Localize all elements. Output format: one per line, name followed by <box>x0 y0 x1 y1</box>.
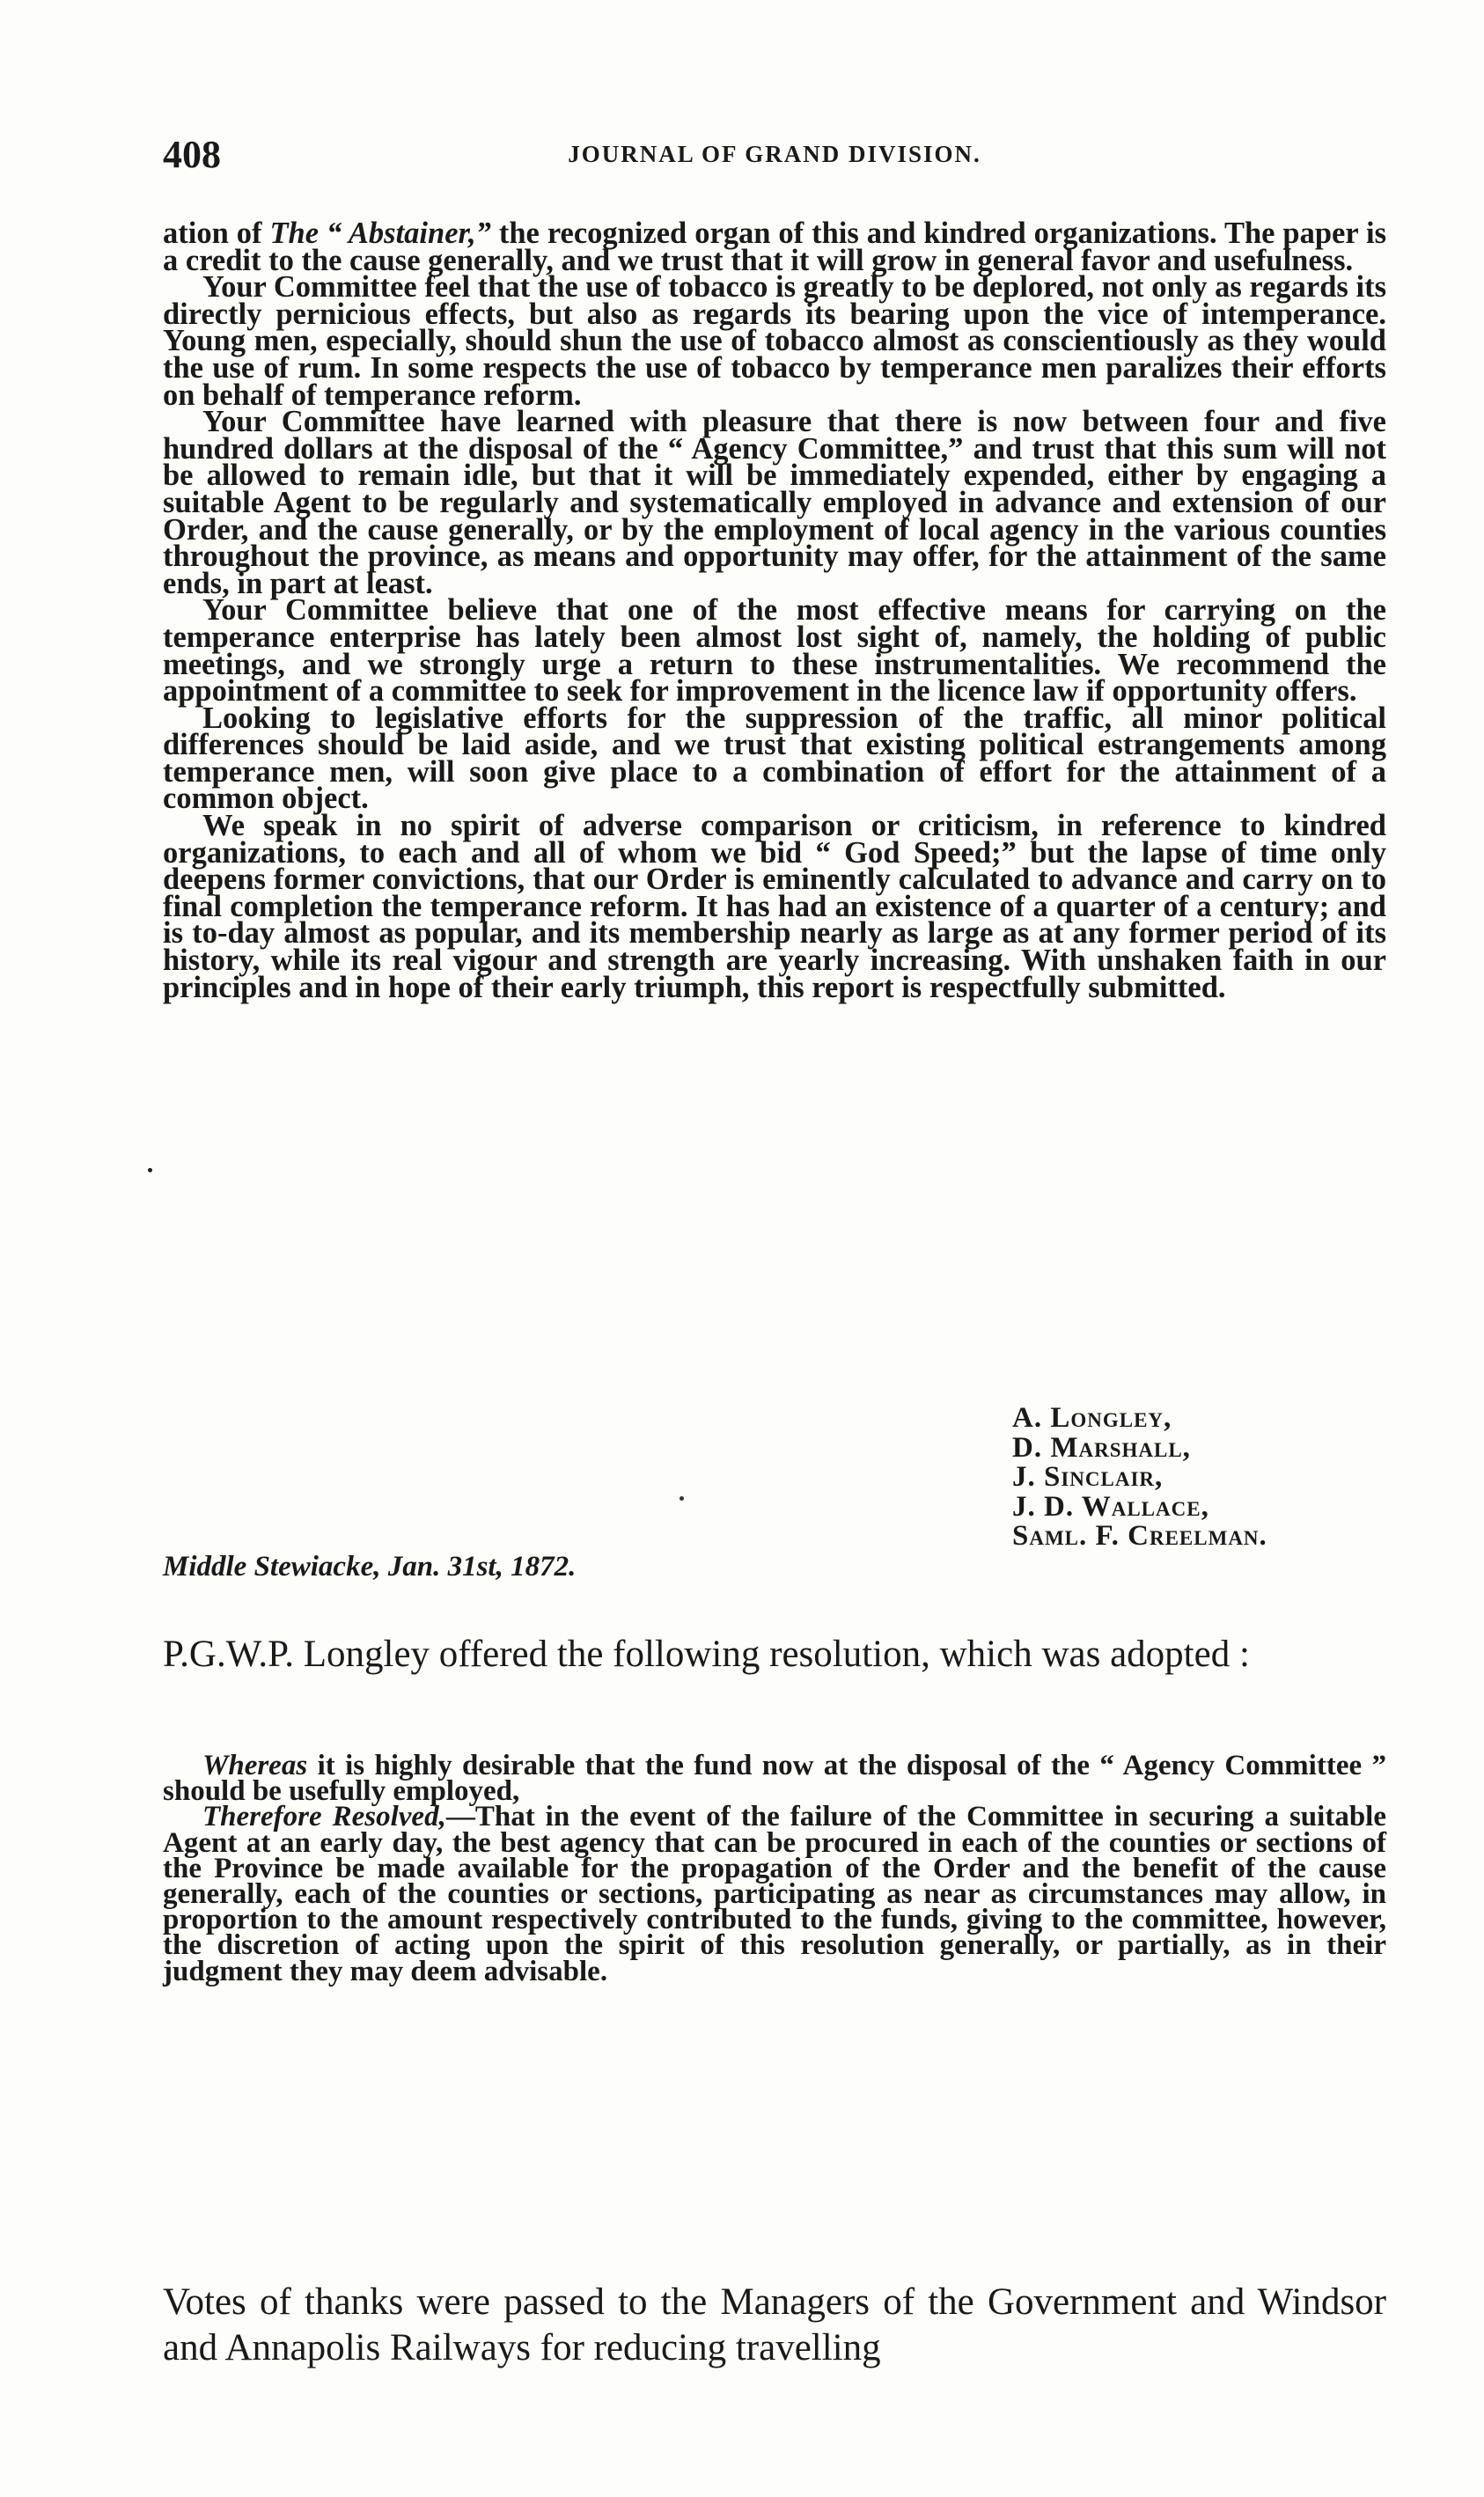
signature-block <box>1012 1404 1400 1552</box>
page-number: 408 <box>163 133 221 176</box>
dateline: Middle Stewiacke, Jan. 31st, 1872. <box>163 1551 577 1583</box>
whereas-clause <box>163 1750 1386 1808</box>
resolution <box>163 1750 1386 1987</box>
report-paragraph-agency: Your Committee have learned with pleasure that there is now between four and five hundred dollars at the disposal of the “ Agency Committee,” and trust that this sum will not be allowed to remain idle, but that it will be immediately expended, either by engaging a suitable Agent to be regularly and systematically employed in advance and extension of our Order, and the cause generally, or by the employment of local agency in the various counties throughout the province, as means and opportunity may offer, for the attainment of the same ends, in part at least. <box>163 405 1386 600</box>
signatory: Saml. F. Creelman. <box>1012 1520 1267 1552</box>
running-title: JOURNAL OF GRAND DIVISION. <box>568 141 981 167</box>
signatory: J. D. Wallace, <box>1012 1490 1209 1523</box>
abstainer-title: The “ Abstainer,” <box>269 217 491 250</box>
report-paragraph-legislation: Looking to legislative efforts for the suppression of the traffic, all minor political differences should be laid aside, and we trust that existing political estrangements among temperance men, will soon give place to a combination of effort for the attainment of a common object. <box>163 701 1386 816</box>
report-paragraph-conclusion: We speak in no spirit of adverse comparison or criticism, in reference to kindred organizations, to each and all of whom we bid “ God Speed;” but the lapse of time only deepens former convictions, that our Order is eminently calculated to advance and carry on to final completion the temperance reform. It has had an existence of a quarter of a century; and is to-day almost as popular, and its membership nearly as large as at any former period of its history, while its real vigour and strength are yearly increasing. With unshaken faith in our principles and in hope of their early triumph, this report is respectfully submitted. <box>163 809 1386 1004</box>
signatory: D. Marshall, <box>1012 1431 1191 1464</box>
signatory: A. Longley, <box>1012 1402 1172 1434</box>
report-paragraph-abstainer-start: ation of <box>163 217 270 250</box>
report-paragraph-abstainer-rest: the recognized organ of this and kindred organizations. The paper is a credit to the cause generally, and we trust that it will grow in general favor and usefulness. <box>163 217 1387 277</box>
report-paragraph-abstainer <box>163 217 1387 277</box>
votes-of-thanks: Votes of thanks were passed to the Managers of the Government and Windsor and Annapolis Railways for reducing travelling <box>163 2281 1386 2368</box>
stray-mark <box>680 1496 684 1501</box>
whereas-text: it is highly desirable that the fund now at the disposal of the “ Agency Committee ” should be usefully employed, <box>163 1750 1386 1808</box>
signatory: J. Sinclair, <box>1012 1461 1164 1493</box>
page-header <box>163 132 1386 176</box>
committee-report <box>163 217 1387 1004</box>
report-paragraph-tobacco: Your Committee feel that the use of tobacco is greatly to be deplored, not only as regards its directly pernicious effects, but also as regards its bearing upon the vice of intemperance. Young men, especially, should shun the use of tobacco almost as conscientiously as they would the use of rum. In some respects the use of tobacco by temperance men paralizes their efforts on behalf of temperance reform. <box>163 270 1386 412</box>
resolved-label: Therefore Resolved, <box>202 1801 446 1833</box>
report-paragraph-meetings: Your Committee believe that one of the most effective means for carrying on the temperance enterprise has lately been almost lost sight of, namely, the holding of public meetings, and we strongly urge a return to these instrumentalities. We recommend the appointment of a committee to seek for improvement in the licence law if opportunity offers. <box>163 593 1386 709</box>
margin-mark <box>148 1168 152 1172</box>
resolution-intro: P.G.W.P. Longley offered the following resolution, which was adopted : <box>163 1634 1250 1675</box>
resolved-text: —That in the event of the failure of the Committee in securing a suitable Agent at an early day, the best agency that can be procured in each of the counties or sections of the Province be made available for the propagation of the Order and the benefit of the cause generally, each of the counties or sections, participating as near as circumstances may allow, in proportion to the amount respectively contributed to the funds, giving to the committee, however, the discretion of acting upon the spirit of this resolution generally, or partially, as in their judgment they may deem advisable. <box>163 1801 1386 1987</box>
whereas-label: Whereas <box>202 1750 308 1781</box>
resolved-clause <box>163 1801 1386 1987</box>
